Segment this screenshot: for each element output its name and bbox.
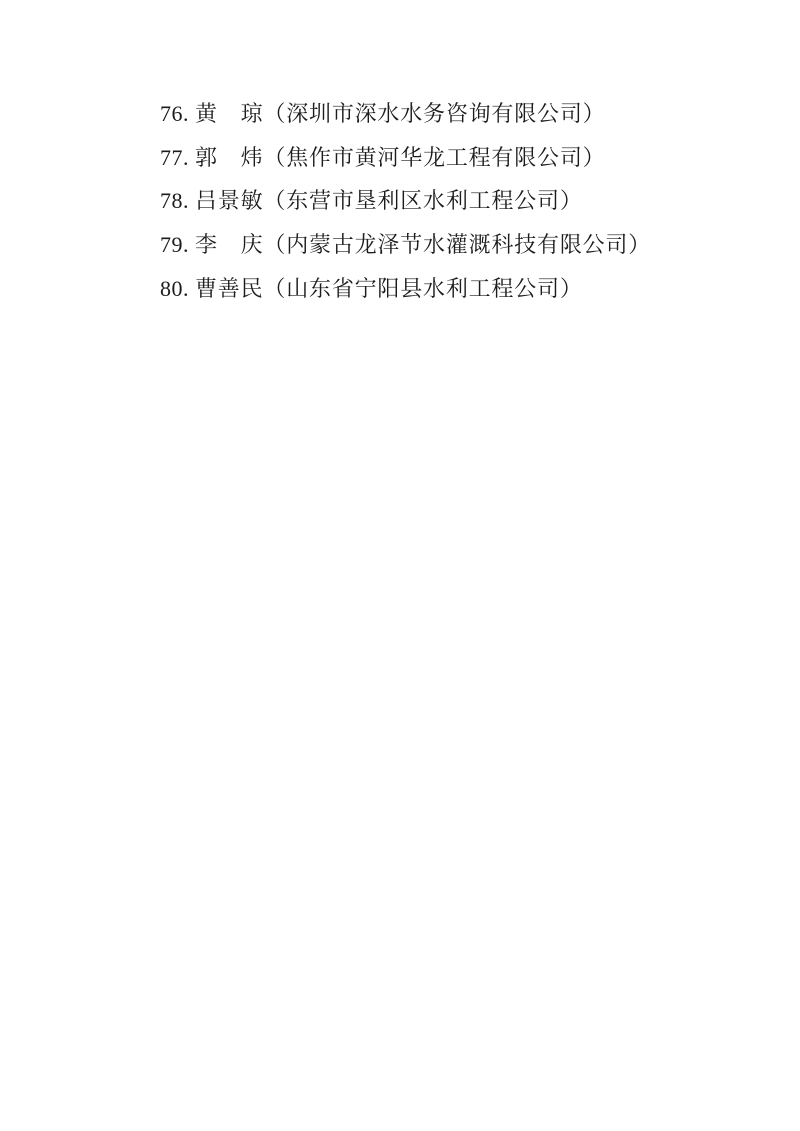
- person-name: 吕景敏: [195, 188, 264, 214]
- list-item: [160, 92, 740, 136]
- list-item: [160, 267, 740, 311]
- company-name: 焦作市黄河华龙工程有限公司: [286, 144, 583, 170]
- item-number: 77.: [160, 144, 189, 170]
- item-number: 78.: [160, 188, 189, 214]
- list-item: [160, 136, 740, 180]
- company-name: 山东省宁阳县水利工程公司: [286, 275, 560, 301]
- paren-open: （: [263, 101, 287, 126]
- item-number: 76.: [160, 101, 189, 126]
- name-list: [160, 92, 740, 311]
- person-name: 黄 琼: [195, 101, 264, 126]
- paren-open: （: [263, 275, 287, 301]
- person-name: 李 庆: [195, 232, 264, 258]
- paren-open: （: [263, 144, 287, 170]
- item-number: 79.: [160, 232, 189, 258]
- company-name: 深圳市深水水务咨询有限公司: [286, 101, 583, 126]
- paren-close: ）: [582, 144, 606, 170]
- paren-close: ）: [559, 275, 583, 301]
- paren-close: ）: [559, 188, 583, 214]
- item-number: 80.: [160, 275, 189, 301]
- paren-close: ）: [628, 232, 652, 258]
- company-name: 东营市垦利区水利工程公司: [286, 188, 560, 214]
- person-name: 郭 炜: [195, 144, 264, 170]
- paren-open: （: [263, 232, 287, 258]
- company-name: 内蒙古龙泽节水灌溉科技有限公司: [286, 232, 629, 258]
- person-name: 曹善民: [195, 275, 264, 301]
- list-item: [160, 179, 740, 223]
- paren-open: （: [263, 188, 287, 214]
- paren-close: ）: [582, 101, 606, 126]
- list-item: [160, 223, 740, 267]
